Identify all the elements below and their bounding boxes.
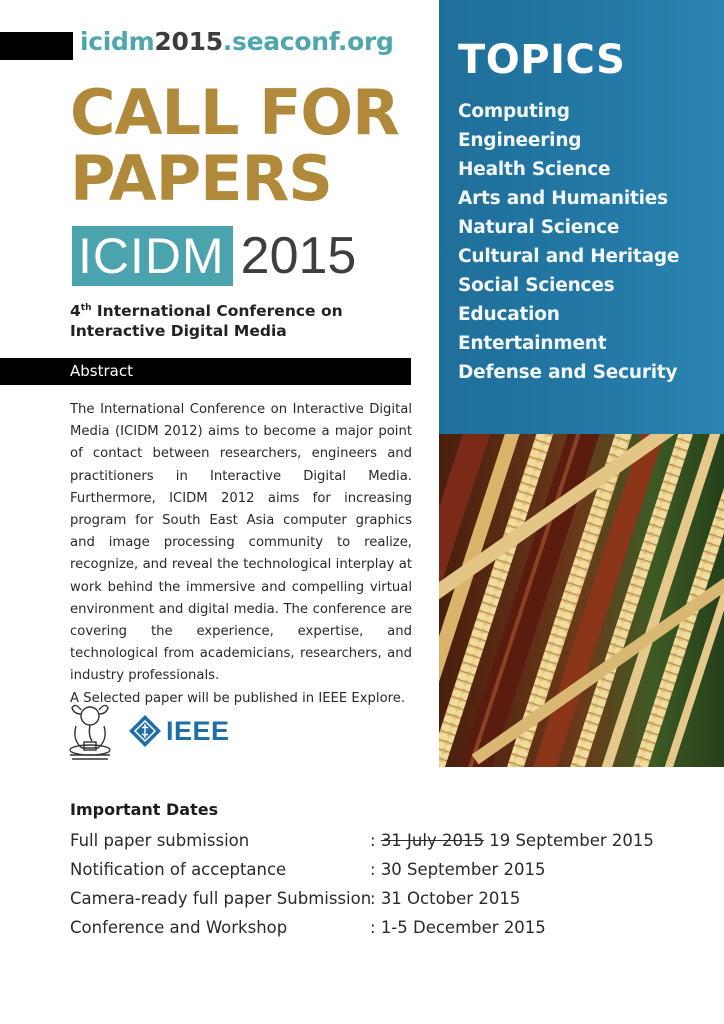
- sponsor-logos: [66, 700, 230, 762]
- ieee-logo: [128, 714, 230, 748]
- topic-item: Computing: [458, 101, 570, 122]
- date-separator: :: [370, 860, 381, 879]
- topic-item: Natural Science: [458, 217, 620, 238]
- subtitle-text: International Conference on Interactive Digital Media: [70, 302, 343, 341]
- url-year: 2015: [154, 27, 223, 56]
- abstract-header-bar: [0, 358, 411, 385]
- date-value: [370, 889, 520, 908]
- url-prefix: icidm: [80, 27, 155, 56]
- conference-url[interactable]: [80, 27, 394, 56]
- topic-item: Social Sciences: [458, 275, 615, 296]
- important-dates-table: [70, 826, 670, 942]
- deadline: 30 September 2015: [380, 860, 546, 879]
- abstract-note: A Selected paper will be published in IEEE Explore.: [70, 690, 406, 706]
- conference-name: [72, 226, 356, 286]
- topic-item: Education: [458, 304, 560, 325]
- date-separator: :: [370, 889, 381, 908]
- headline: [70, 76, 399, 215]
- headline-line-2: PAPERS: [70, 142, 332, 215]
- conference-acronym: ICIDM: [72, 226, 233, 286]
- date-row-notification: [70, 855, 670, 884]
- date-value: [370, 860, 546, 879]
- date-row-full-paper: [70, 826, 670, 855]
- date-separator: :: [370, 918, 381, 937]
- topic-item: Engineering: [458, 130, 582, 151]
- topic-item: Defense and Security: [458, 362, 678, 383]
- topic-item: Entertainment: [458, 333, 607, 354]
- date-label: Conference and Workshop: [70, 918, 288, 937]
- date-label: Notification of acceptance: [70, 860, 287, 879]
- topic-item: Cultural and Heritage: [458, 246, 680, 267]
- topics-panel: [439, 0, 724, 434]
- date-label: Camera-ready full paper Submission: [70, 889, 372, 908]
- date-label: Full paper submission: [70, 831, 250, 850]
- old-deadline: 31 July 2015: [380, 831, 484, 850]
- abstract-paragraph: The International Conference on Interactive Digital Media (ICIDM 2012) aims to become a major point of contact between researchers, engineers and practitioners in Interactive Digital Media. Furthermore, ICIDM 2012 aims for increasing program for South East Asia computer graphics and image processing community to realize, recognize, and reveal the technological interplay at work behind the immersive and compelling virtual environment and digital media. The conference are covering the experience, expertise, and technological from academicians, researchers, and industry professionals.: [70, 402, 412, 684]
- ieee-label: IEEE: [166, 715, 230, 746]
- topics-list: [458, 97, 679, 387]
- date-separator: :: [370, 831, 381, 850]
- conference-year: 2015: [240, 227, 357, 285]
- date-value: [370, 831, 654, 850]
- date-row-camera-ready: [70, 884, 670, 913]
- angklung-illustration-icon: [439, 434, 724, 767]
- url-suffix: .seaconf.org: [222, 27, 394, 56]
- deadline: 31 October 2015: [380, 889, 521, 908]
- itb-ganesha-logo-icon: [66, 700, 114, 762]
- ordinal-suffix: th: [80, 303, 92, 313]
- important-dates-title: Important Dates: [70, 800, 219, 819]
- date-value: [370, 918, 546, 937]
- headline-line-1: CALL FOR: [70, 76, 399, 149]
- date-row-conference: [70, 913, 670, 942]
- abstract-title: Abstract: [70, 362, 133, 380]
- angklung-photo: [439, 434, 724, 767]
- deadline: 1-5 December 2015: [380, 918, 546, 937]
- conference-subtitle: [70, 298, 415, 341]
- url-accent-bar: [0, 32, 73, 60]
- ieee-diamond-icon: [128, 714, 162, 748]
- topic-item: Health Science: [458, 159, 611, 180]
- new-deadline: 19 September 2015: [483, 831, 654, 850]
- ordinal-number: 4: [70, 302, 81, 321]
- topics-title: TOPICS: [458, 37, 626, 83]
- topic-item: Arts and Humanities: [458, 188, 668, 209]
- abstract-body: [70, 399, 412, 710]
